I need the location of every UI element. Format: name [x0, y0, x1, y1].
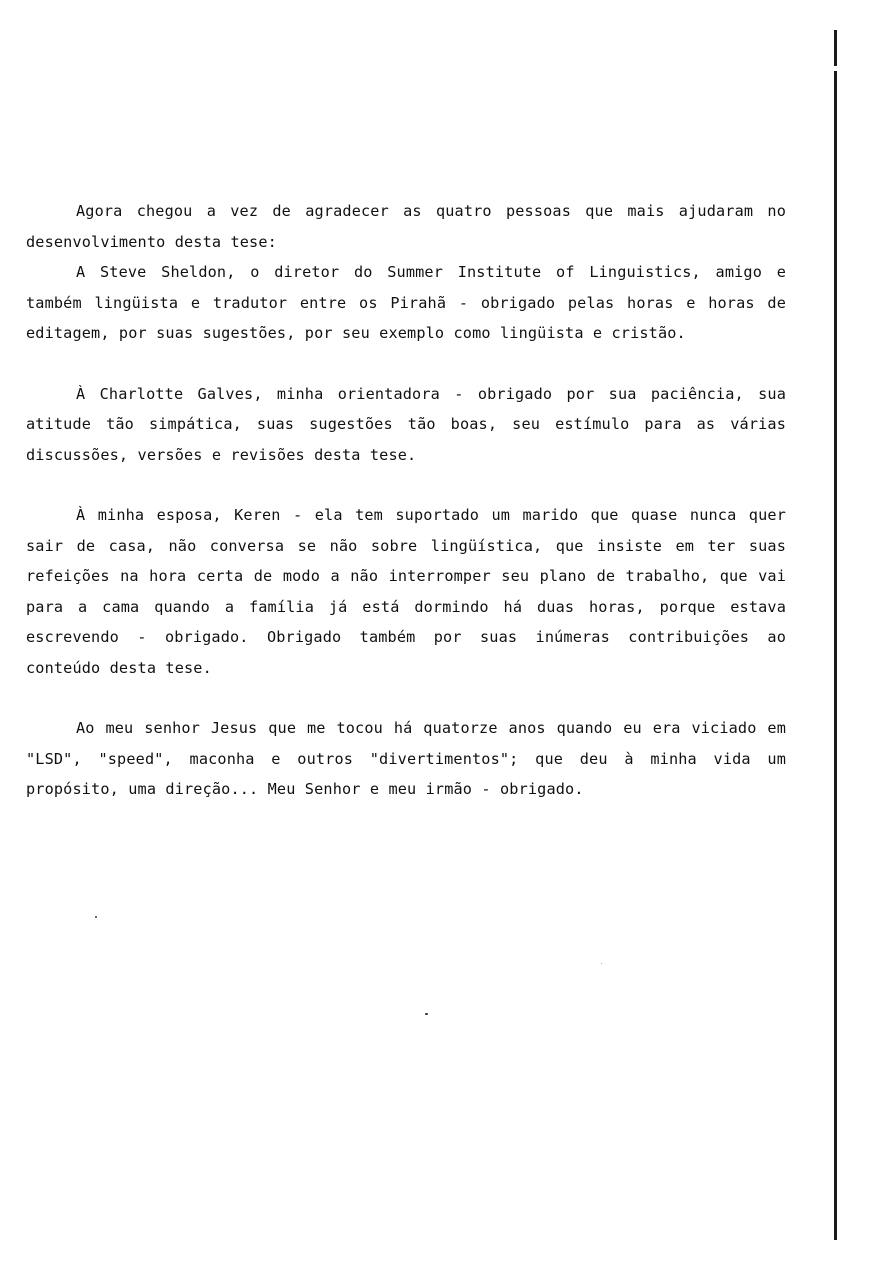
charlotte-galves-paragraph: À Charlotte Galves, minha orientadora - obrigado por sua paciência, sua atitude tão simpática, suas sugestões tão boas, seu estímulo para as várias discussões, versões e revisões desta tese.: [26, 384, 786, 464]
scan-speck: [425, 1013, 428, 1015]
right-margin-rule: [834, 30, 837, 1240]
scan-speck: [601, 963, 602, 964]
keren-paragraph: À minha esposa, Keren - ela tem suportado um marido que quase nunca quer sair de casa, não conversa se não sobre lingüística, que insiste em ter suas refeições na hora certa de modo a não interromper seu plano de trabalho, que vai para a cama quando a família já está dormindo há duas horas, porque estava escrevendo - obrigado. Obrigado também por suas inúmeras contribuições ao conteúdo desta tese.: [26, 506, 786, 677]
margin-rule-gap: [834, 66, 837, 71]
jesus-paragraph: Ao meu senhor Jesus que me tocou há quatorze anos quando eu era viciado em "LSD", "speed", maconha e outros "divertimentos"; que deu à minha vida um propósito, uma direção... Meu Senhor e meu irmão - obrigado.: [26, 719, 786, 798]
intro-paragraph: Agora chegou a vez de agradecer as quatro pessoas que mais ajudaram no desenvolvimento desta tese:: [26, 202, 786, 251]
scan-speck: [95, 916, 97, 918]
acknowledgements-text: [26, 196, 786, 805]
steve-sheldon-paragraph: A Steve Sheldon, o diretor do Summer Institute of Linguistics, amigo e também lingüista e tradutor entre os Pirahã - obrigado pelas horas e horas de editagem, por suas sugestões, por seu exemplo como lingüista e cristão.: [26, 263, 786, 342]
